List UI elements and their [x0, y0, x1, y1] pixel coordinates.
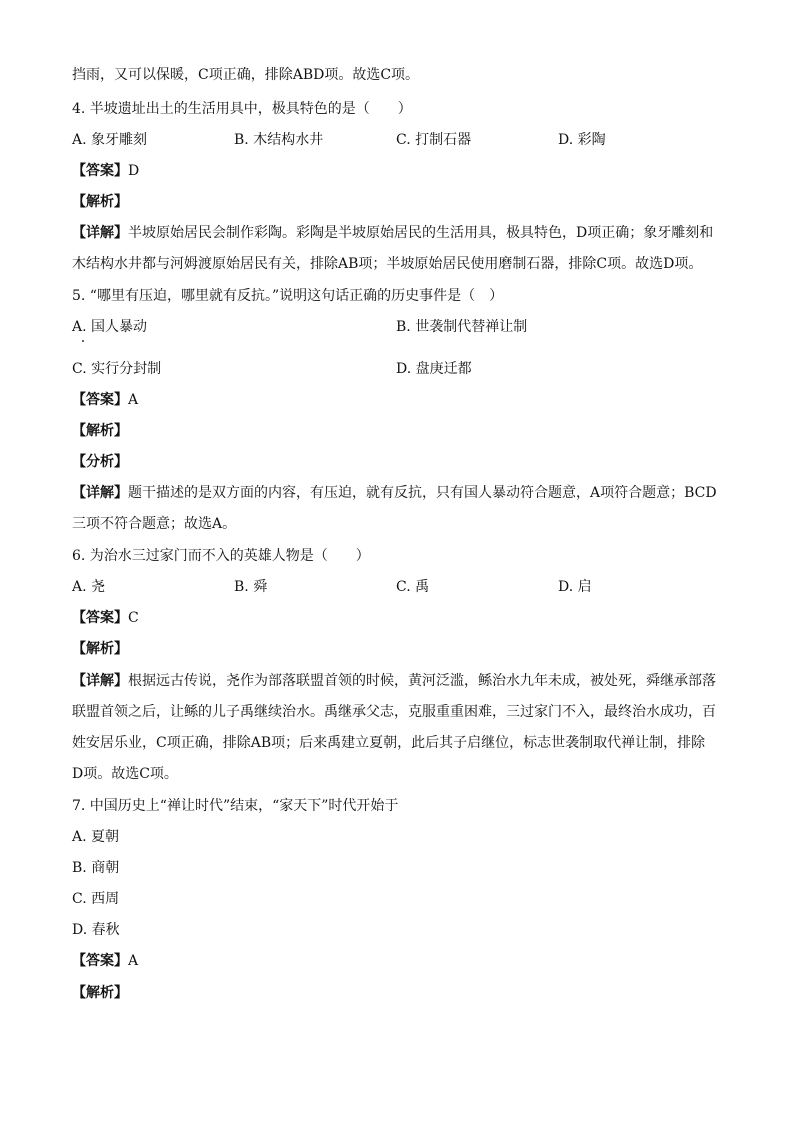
answer-value: D: [128, 163, 140, 179]
q7-option-b: B. 商朝: [72, 860, 120, 876]
text-line: 挡雨，又可以保暖，C项正确，排除ABD项。故选C项。: [72, 67, 420, 83]
q5-option-b: B. 世袭制代替禅让制: [396, 319, 528, 335]
q6-detail-line-4: D项。故选C项。: [72, 766, 178, 782]
q6-detail-line-1: [72, 672, 716, 690]
answer-tag: 【答案】: [72, 163, 128, 179]
question-4: 4. 半坡遗址出土的生活用具中，极具特色的是（ ）: [72, 101, 412, 117]
q7-option-c: C. 西周: [72, 891, 120, 907]
q5-detail-line-1: [72, 484, 717, 502]
q4-answer: [72, 162, 139, 180]
q4-option-b: B. 木结构水井: [234, 132, 324, 148]
q6-detail-line-3: 姓安居乐业，C项正确，排除AB项；后来禹建立夏朝，此后其子启继位，标志世袭制取代禅让制，排除: [72, 735, 706, 751]
q7-answer: [72, 952, 138, 970]
answer-value: A: [128, 953, 139, 969]
detail-tag: 【详解】: [72, 673, 128, 689]
q6-answer: [72, 609, 139, 627]
q6-option-a: A. 尧: [72, 579, 106, 595]
q6-detail-line-2: 联盟首领之后，让鲧的儿子禹继续治水。禹继承父志，克服重重困难，三过家门不入，最终治水成功，百: [72, 704, 716, 720]
q4-analysis-tag: 【解析】: [72, 194, 128, 210]
q7-option-d: D. 春秋: [72, 922, 120, 938]
answer-value: A: [128, 392, 139, 408]
q5-analysis-tag: 【解析】: [72, 423, 128, 439]
q4-detail-line-1: [72, 224, 713, 242]
answer-tag: 【答案】: [72, 392, 128, 408]
q5-detail-line-2: 三项不符合题意；故选A。: [72, 516, 237, 532]
q5-option-c: C. 实行分封制: [72, 361, 162, 377]
answer-tag: 【答案】: [72, 610, 128, 626]
q4-option-d: D. 彩陶: [558, 132, 606, 148]
q5-answer: [72, 391, 138, 409]
detail-tag: 【详解】: [72, 485, 128, 501]
q5-option-d: D. 盘庚迁都: [396, 361, 472, 377]
q6-analysis-tag: 【解析】: [72, 641, 128, 657]
detail-text: 根据远古传说，尧作为部落联盟首领的时候，黄河泛滥，鲧治水九年未成，被处死，舜继承部落: [128, 673, 716, 689]
q4-detail-line-2: 木结构水井都与河姆渡原始居民有关，排除AB项；半坡原始居民使用磨制石器，排除C项。故选D项。: [72, 256, 703, 272]
q7-analysis-tag: 【解析】: [72, 985, 128, 1001]
question-7: 7. 中国历史上“禅让时代”结束，“家天下”时代开始于: [72, 798, 399, 814]
stray-dot: [82, 340, 84, 342]
detail-tag: 【详解】: [72, 225, 128, 241]
q4-option-a: A. 象牙雕刻: [72, 132, 148, 148]
question-5: 5. “哪里有压迫，哪里就有反抗。”说明这句话正确的历史事件是（ ）: [72, 288, 504, 304]
question-6: 6. 为治水三过家门而不入的英雄人物是（ ）: [72, 548, 370, 564]
q5-fenxi-tag: 【分析】: [72, 454, 128, 470]
detail-text: 半坡原始居民会制作彩陶。彩陶是半坡原始居民的生活用具，极具特色，D项正确；象牙雕刻和: [128, 225, 714, 241]
q6-option-b: B. 舜: [234, 579, 268, 595]
answer-value: C: [128, 610, 139, 626]
detail-text: 题干描述的是双方面的内容，有压迫，就有反抗，只有国人暴动符合题意，A项符合题意；BCD: [128, 485, 717, 501]
q5-option-a: A. 国人暴动: [72, 319, 148, 335]
q4-option-c: C. 打制石器: [396, 132, 472, 148]
answer-tag: 【答案】: [72, 953, 128, 969]
q6-option-c: C. 禹: [396, 579, 430, 595]
q6-option-d: D. 启: [558, 579, 592, 595]
q7-option-a: A. 夏朝: [72, 829, 120, 845]
